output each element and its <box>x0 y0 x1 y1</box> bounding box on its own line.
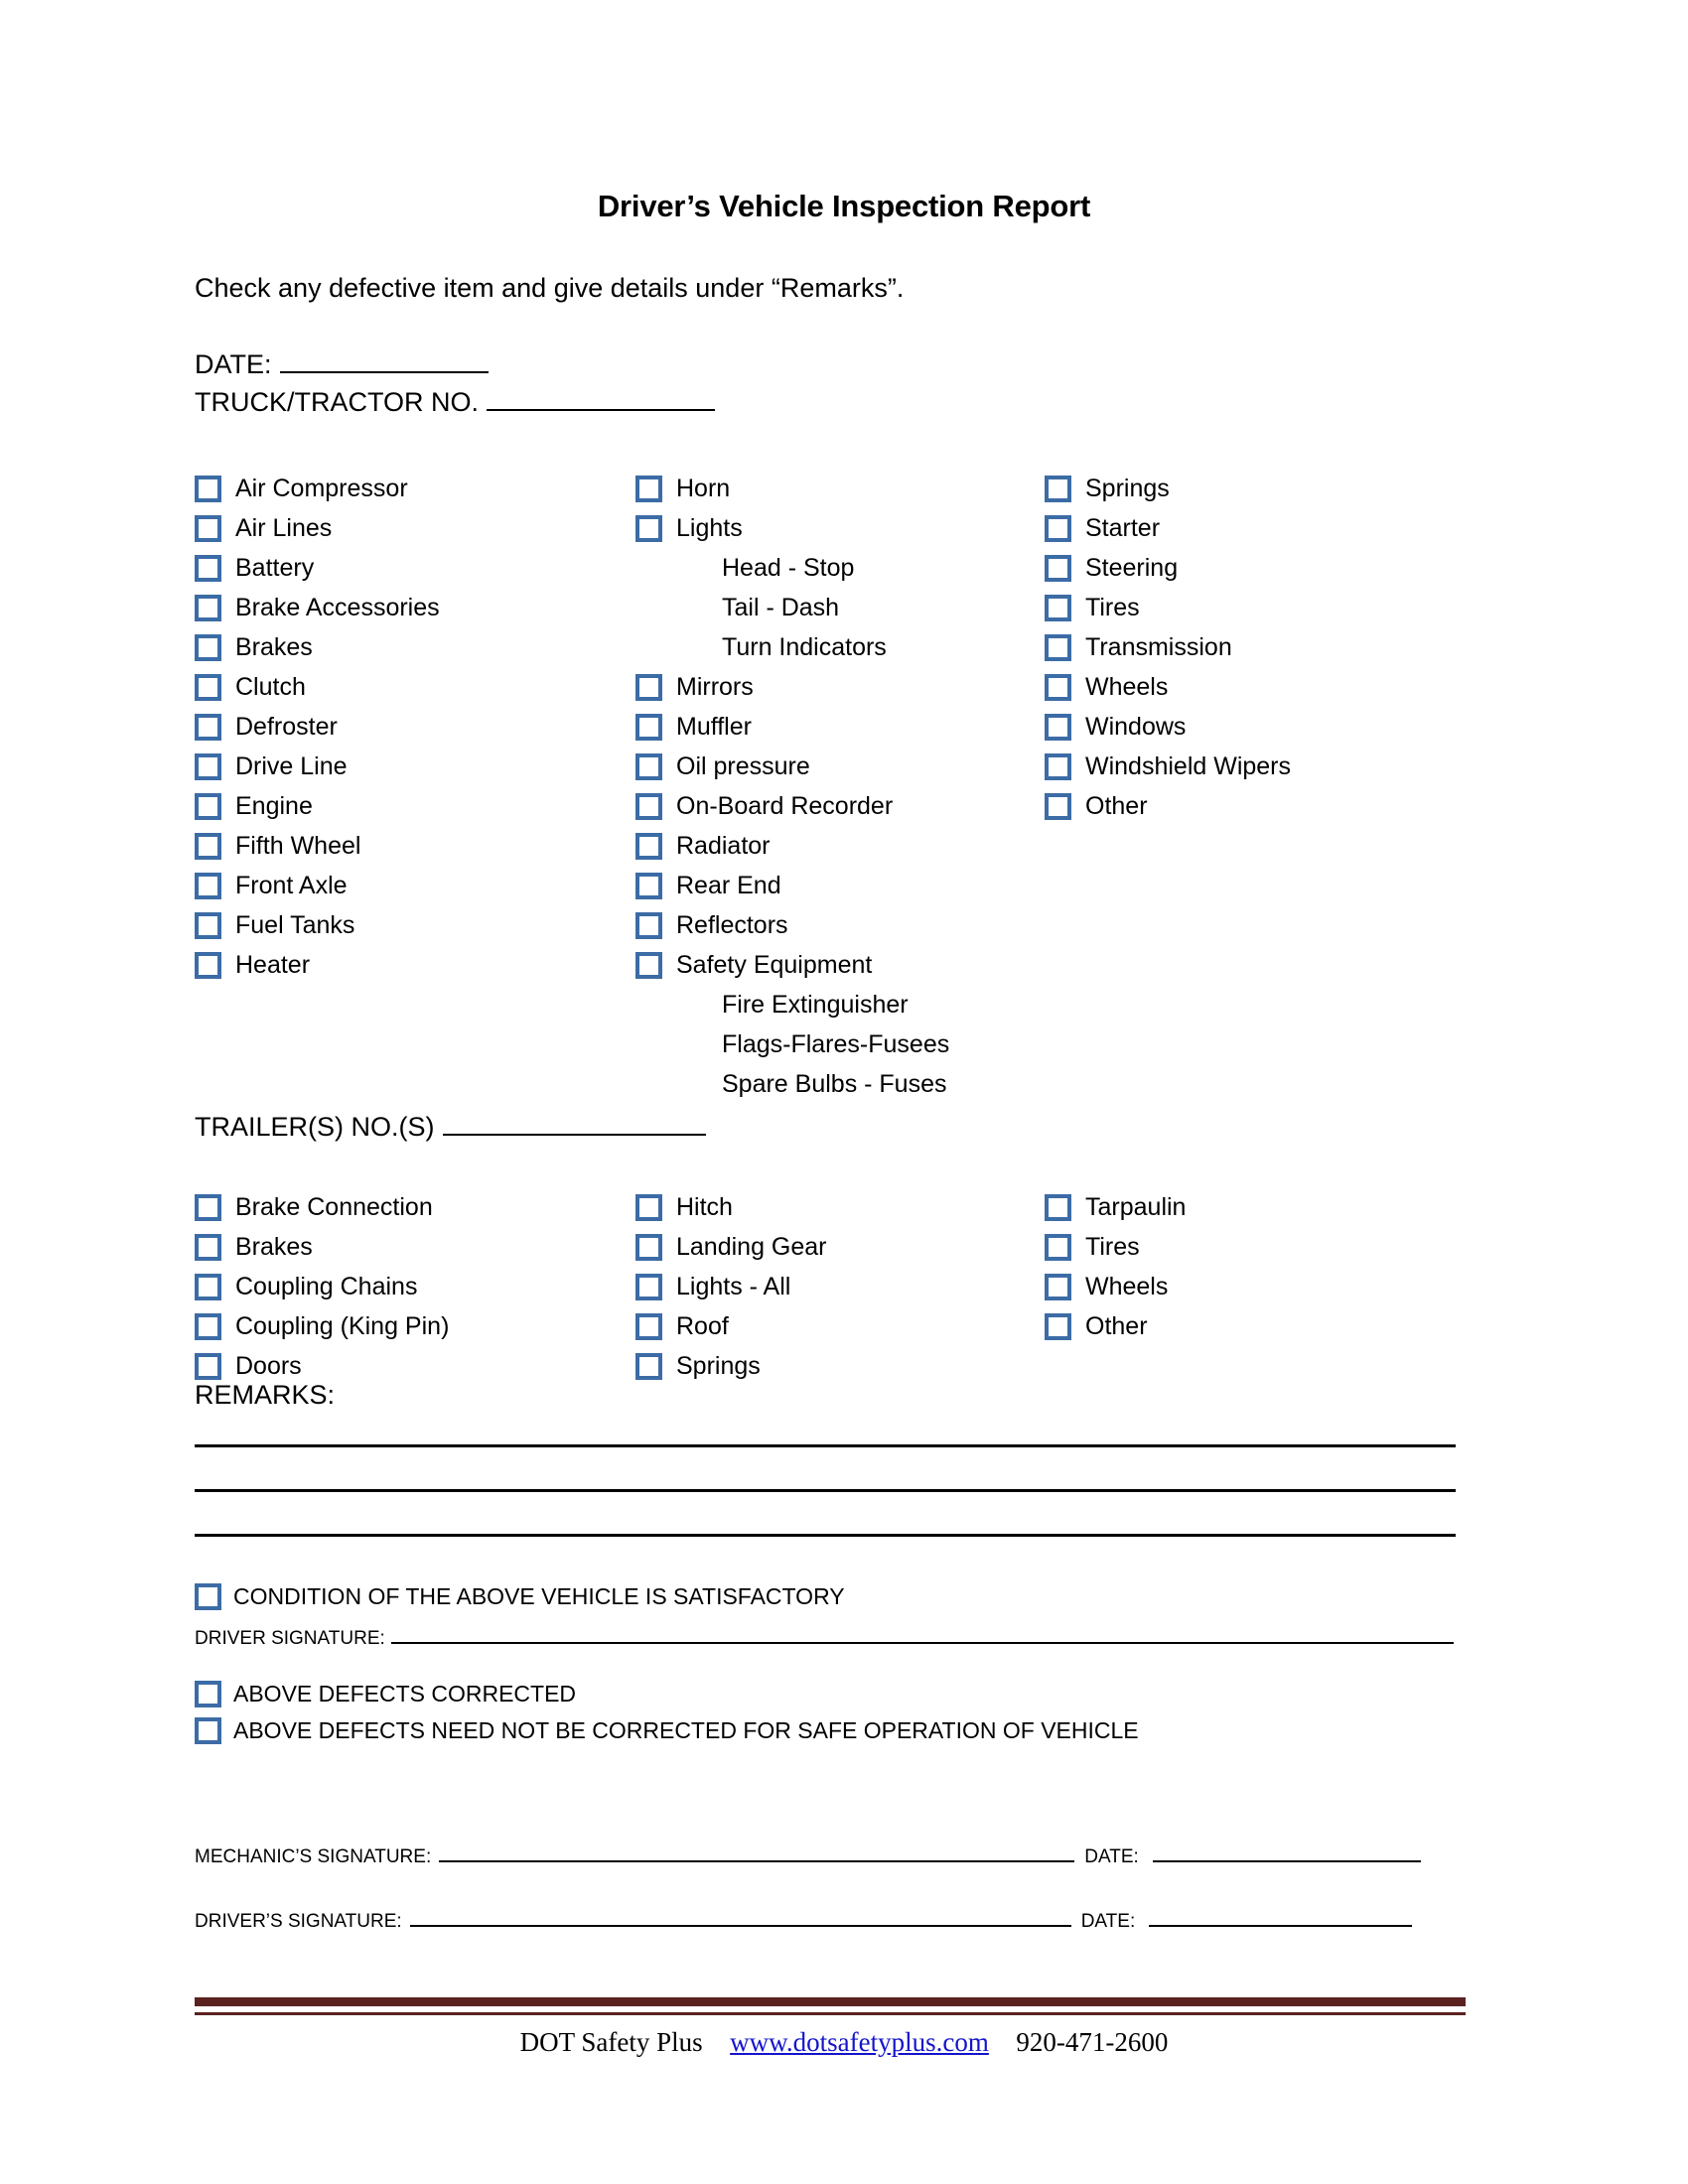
vehicle-check-checkbox[interactable] <box>635 952 662 979</box>
mechanic-signature-input[interactable] <box>439 1859 1074 1862</box>
trailer-check-item[interactable] <box>635 1227 827 1267</box>
trailer-check-label: Hitch <box>676 1192 733 1221</box>
vehicle-check-item[interactable] <box>195 627 440 667</box>
vehicle-check-item[interactable] <box>195 469 440 508</box>
vehicle-check-subitem <box>635 1064 949 1104</box>
driver-signature-input-bottom[interactable] <box>410 1924 1071 1927</box>
vehicle-check-checkbox[interactable] <box>195 753 221 780</box>
vehicle-check-subitem-label: Spare Bulbs - Fuses <box>722 1069 947 1098</box>
vehicle-check-label: Wheels <box>1085 672 1169 701</box>
trailer-check-item[interactable] <box>635 1187 827 1227</box>
defects-not-needed-row[interactable] <box>195 1717 1139 1744</box>
vehicle-check-label: Drive Line <box>235 751 348 780</box>
truck-tractor-field-row <box>195 387 715 418</box>
vehicle-check-checkbox[interactable] <box>635 873 662 899</box>
vehicle-check-item[interactable] <box>195 945 440 985</box>
vehicle-check-checkbox[interactable] <box>635 753 662 780</box>
vehicle-check-checkbox[interactable] <box>1045 714 1071 741</box>
vehicle-check-checkbox[interactable] <box>1045 476 1071 502</box>
driver-signature-row-top <box>195 1628 1454 1650</box>
trailer-check-checkbox[interactable] <box>195 1313 221 1340</box>
trailer-number-field-row <box>195 1112 706 1143</box>
trailer-check-label: Roof <box>676 1311 729 1340</box>
trailer-check-label: Other <box>1085 1311 1148 1340</box>
trailer-check-label: Springs <box>676 1351 761 1380</box>
vehicle-check-item[interactable] <box>1045 667 1291 707</box>
vehicle-check-checkbox[interactable] <box>1045 753 1071 780</box>
vehicle-check-checkbox[interactable] <box>195 873 221 899</box>
vehicle-check-label: Air Lines <box>235 513 333 542</box>
instruction-text: Check any defective item and give details under “Remarks”. <box>195 273 905 303</box>
vehicle-check-checkbox[interactable] <box>195 674 221 701</box>
trailer-check-checkbox[interactable] <box>195 1234 221 1261</box>
vehicle-check-label: Transmission <box>1085 632 1232 661</box>
vehicle-check-item[interactable] <box>635 667 949 707</box>
vehicle-check-label: Rear End <box>676 871 781 899</box>
vehicle-check-item[interactable] <box>1045 747 1291 786</box>
trailer-check-item[interactable] <box>635 1346 827 1386</box>
footer-rule-thin <box>195 2012 1466 2015</box>
defects-corrected-label: ABOVE DEFECTS CORRECTED <box>233 1681 577 1706</box>
mechanic-date-label: DATE: <box>1084 1846 1139 1867</box>
vehicle-check-checkbox[interactable] <box>195 476 221 502</box>
vehicle-check-label: Muffler <box>676 712 752 741</box>
vehicle-check-checkbox[interactable] <box>1045 595 1071 621</box>
defects-not-needed-label: ABOVE DEFECTS NEED NOT BE CORRECTED FOR SAFE OPERATION OF VEHICLE <box>233 1717 1139 1743</box>
trailer-check-item[interactable] <box>195 1227 449 1267</box>
vehicle-check-item[interactable] <box>195 707 440 747</box>
trailer-check-checkbox[interactable] <box>1045 1274 1071 1300</box>
trailer-check-item[interactable] <box>195 1306 449 1346</box>
vehicle-check-item[interactable] <box>1045 588 1291 627</box>
vehicle-check-label: Safety Equipment <box>676 950 873 979</box>
trailer-check-checkbox[interactable] <box>195 1353 221 1380</box>
truck-tractor-input[interactable] <box>487 408 715 411</box>
vehicle-check-checkbox[interactable] <box>635 793 662 820</box>
trailer-check-checkbox[interactable] <box>635 1353 662 1380</box>
trailer-check-item[interactable] <box>635 1267 827 1306</box>
vehicle-check-checkbox[interactable] <box>195 833 221 860</box>
trailer-check-item[interactable] <box>195 1187 449 1227</box>
vehicle-check-item[interactable] <box>635 508 949 548</box>
vehicle-check-label: Other <box>1085 791 1148 820</box>
vehicle-check-item[interactable] <box>195 786 440 826</box>
trailer-check-checkbox[interactable] <box>1045 1194 1071 1221</box>
trailer-check-label: Tires <box>1085 1232 1140 1261</box>
mechanic-signature-label: MECHANIC’S SIGNATURE: <box>195 1846 432 1867</box>
vehicle-check-checkbox[interactable] <box>195 714 221 741</box>
vehicle-check-item[interactable] <box>195 826 440 866</box>
condition-satisfactory-label: CONDITION OF THE ABOVE VEHICLE IS SATISFACTORY <box>233 1583 845 1609</box>
vehicle-check-label: Reflectors <box>676 910 788 939</box>
trailer-check-checkbox[interactable] <box>635 1194 662 1221</box>
vehicle-check-label: Horn <box>676 474 731 502</box>
vehicle-check-checkbox[interactable] <box>635 714 662 741</box>
remarks-line-3[interactable] <box>195 1534 1456 1537</box>
vehicle-check-item[interactable] <box>1045 627 1291 667</box>
footer-phone: 920-471-2600 <box>1016 2027 1169 2057</box>
vehicle-check-subitem <box>635 627 949 667</box>
date-input[interactable] <box>280 370 489 373</box>
vehicle-check-label: Windows <box>1085 712 1187 741</box>
vehicle-check-checkbox[interactable] <box>635 515 662 542</box>
vehicle-check-checkbox[interactable] <box>195 793 221 820</box>
vehicle-check-label: Steering <box>1085 553 1179 582</box>
vehicle-check-checkbox[interactable] <box>635 912 662 939</box>
mechanic-date-input[interactable] <box>1153 1859 1421 1862</box>
trailer-check-checkbox[interactable] <box>1045 1313 1071 1340</box>
vehicle-check-label: Windshield Wipers <box>1085 751 1292 780</box>
footer <box>0 2027 1688 2058</box>
defects-corrected-row[interactable] <box>195 1681 576 1707</box>
vehicle-check-checkbox[interactable] <box>195 515 221 542</box>
trailer-check-checkbox[interactable] <box>195 1274 221 1300</box>
vehicle-check-label: Oil pressure <box>676 751 810 780</box>
vehicle-check-item[interactable] <box>635 866 949 905</box>
vehicle-check-label: Fuel Tanks <box>235 910 355 939</box>
footer-rule-thick <box>195 1997 1466 2006</box>
vehicle-check-label: Defroster <box>235 712 338 741</box>
vehicle-check-label: Fifth Wheel <box>235 831 361 860</box>
trailer-checklist-column-3 <box>1045 1187 1186 1346</box>
trailer-check-label: Wheels <box>1085 1272 1169 1300</box>
vehicle-check-checkbox[interactable] <box>635 674 662 701</box>
date-field-row <box>195 349 489 380</box>
vehicle-check-label: Mirrors <box>676 672 754 701</box>
trailer-check-item[interactable] <box>1045 1187 1186 1227</box>
vehicle-checklist-column-3 <box>1045 469 1291 826</box>
vehicle-check-item[interactable] <box>1045 548 1291 588</box>
vehicle-check-label: Brakes <box>235 632 313 661</box>
vehicle-check-item[interactable] <box>635 945 949 985</box>
vehicle-check-label: Air Compressor <box>235 474 408 502</box>
vehicle-check-checkbox[interactable] <box>195 595 221 621</box>
vehicle-check-checkbox[interactable] <box>195 952 221 979</box>
truck-tractor-label: TRUCK/TRACTOR NO. <box>195 387 480 417</box>
vehicle-check-label: Springs <box>1085 474 1170 502</box>
trailer-check-label: Tarpaulin <box>1085 1192 1187 1221</box>
driver-signature-input-top[interactable] <box>391 1641 1454 1644</box>
remarks-line-1[interactable] <box>195 1444 1456 1447</box>
vehicle-check-item[interactable] <box>195 905 440 945</box>
trailer-number-input[interactable] <box>443 1133 706 1136</box>
remarks-line-2[interactable] <box>195 1489 1456 1492</box>
vehicle-check-item[interactable] <box>195 588 440 627</box>
vehicle-check-checkbox[interactable] <box>1045 793 1071 820</box>
vehicle-check-item[interactable] <box>195 508 440 548</box>
vehicle-check-subitem <box>635 588 949 627</box>
vehicle-check-item[interactable] <box>1045 469 1291 508</box>
vehicle-check-checkbox[interactable] <box>635 476 662 502</box>
vehicle-check-item[interactable] <box>195 866 440 905</box>
page-title: Driver’s Vehicle Inspection Report <box>597 189 1091 223</box>
vehicle-check-checkbox[interactable] <box>1045 515 1071 542</box>
vehicle-check-item[interactable] <box>195 747 440 786</box>
vehicle-check-label: Radiator <box>676 831 771 860</box>
trailer-checklist-column-1 <box>195 1187 449 1386</box>
vehicle-checklist-column-1 <box>195 469 440 985</box>
defects-corrected-checkbox[interactable] <box>195 1681 221 1707</box>
vehicle-check-item[interactable] <box>635 707 949 747</box>
vehicle-check-checkbox[interactable] <box>1045 634 1071 661</box>
driver-date-input[interactable] <box>1149 1924 1412 1927</box>
trailer-check-checkbox[interactable] <box>1045 1234 1071 1261</box>
remarks-label: REMARKS: <box>195 1380 336 1410</box>
vehicle-check-label: Brake Accessories <box>235 593 440 621</box>
condition-satisfactory-checkbox[interactable] <box>195 1583 221 1610</box>
vehicle-check-item[interactable] <box>635 747 949 786</box>
trailer-check-label: Coupling (King Pin) <box>235 1311 450 1340</box>
vehicle-check-subitem <box>635 985 949 1024</box>
vehicle-check-item[interactable] <box>635 826 949 866</box>
trailer-check-label: Brakes <box>235 1232 313 1261</box>
trailer-check-checkbox[interactable] <box>195 1194 221 1221</box>
trailer-check-label: Lights - All <box>676 1272 791 1300</box>
vehicle-check-subitem <box>635 1024 949 1064</box>
condition-satisfactory-row[interactable] <box>195 1583 845 1610</box>
driver-signature-label-top: DRIVER SIGNATURE: <box>195 1628 385 1649</box>
vehicle-check-label: On-Board Recorder <box>676 791 894 820</box>
vehicle-check-item[interactable] <box>1045 707 1291 747</box>
vehicle-check-checkbox[interactable] <box>635 833 662 860</box>
vehicle-check-label: Starter <box>1085 513 1161 542</box>
vehicle-check-item[interactable] <box>635 469 949 508</box>
vehicle-check-label: Battery <box>235 553 315 582</box>
vehicle-check-checkbox[interactable] <box>195 634 221 661</box>
vehicle-check-subitem-label: Head - Stop <box>722 553 855 582</box>
vehicle-check-subitem-label: Turn Indicators <box>722 632 887 661</box>
vehicle-check-item[interactable] <box>635 905 949 945</box>
trailer-check-item[interactable] <box>635 1306 827 1346</box>
vehicle-check-item[interactable] <box>1045 508 1291 548</box>
trailer-check-label: Coupling Chains <box>235 1272 418 1300</box>
vehicle-check-label: Tires <box>1085 593 1140 621</box>
date-label: DATE: <box>195 349 272 379</box>
driver-signature-row-bottom <box>195 1911 1412 1933</box>
vehicle-check-subitem-label: Fire Extinguisher <box>722 990 909 1019</box>
mechanic-signature-row <box>195 1846 1421 1868</box>
trailer-check-item[interactable] <box>1045 1227 1186 1267</box>
trailer-check-label: Brake Connection <box>235 1192 433 1221</box>
vehicle-check-label: Clutch <box>235 672 306 701</box>
vehicle-check-subitem-label: Tail - Dash <box>722 593 840 621</box>
footer-website-link[interactable]: www.dotsafetyplus.com <box>730 2027 989 2057</box>
vehicle-check-label: Engine <box>235 791 313 820</box>
vehicle-check-item[interactable] <box>195 667 440 707</box>
vehicle-check-checkbox[interactable] <box>195 555 221 582</box>
trailer-number-label: TRAILER(S) NO.(S) <box>195 1112 435 1142</box>
vehicle-check-item[interactable] <box>635 786 949 826</box>
trailer-check-item[interactable] <box>195 1267 449 1306</box>
footer-company: DOT Safety Plus <box>519 2027 703 2057</box>
trailer-check-item[interactable] <box>1045 1267 1186 1306</box>
vehicle-check-item[interactable] <box>1045 786 1291 826</box>
trailer-check-checkbox[interactable] <box>635 1313 662 1340</box>
vehicle-check-checkbox[interactable] <box>195 912 221 939</box>
trailer-check-checkbox[interactable] <box>635 1274 662 1300</box>
trailer-check-label: Doors <box>235 1351 302 1380</box>
vehicle-check-label: Front Axle <box>235 871 348 899</box>
trailer-check-checkbox[interactable] <box>635 1234 662 1261</box>
vehicle-checklist-column-2 <box>635 469 949 1104</box>
vehicle-check-checkbox[interactable] <box>1045 674 1071 701</box>
driver-date-label: DATE: <box>1080 1911 1136 1932</box>
trailer-check-item[interactable] <box>1045 1306 1186 1346</box>
vehicle-check-subitem-label: Flags-Flares-Fusees <box>722 1029 950 1058</box>
defects-not-needed-checkbox[interactable] <box>195 1717 221 1744</box>
vehicle-check-subitem <box>635 548 949 588</box>
trailer-checklist-column-2 <box>635 1187 827 1386</box>
driver-signature-label-bottom: DRIVER’S SIGNATURE: <box>195 1911 402 1932</box>
trailer-check-label: Landing Gear <box>676 1232 827 1261</box>
vehicle-check-item[interactable] <box>195 548 440 588</box>
vehicle-check-label: Lights <box>676 513 743 542</box>
vehicle-check-checkbox[interactable] <box>1045 555 1071 582</box>
vehicle-check-label: Heater <box>235 950 311 979</box>
